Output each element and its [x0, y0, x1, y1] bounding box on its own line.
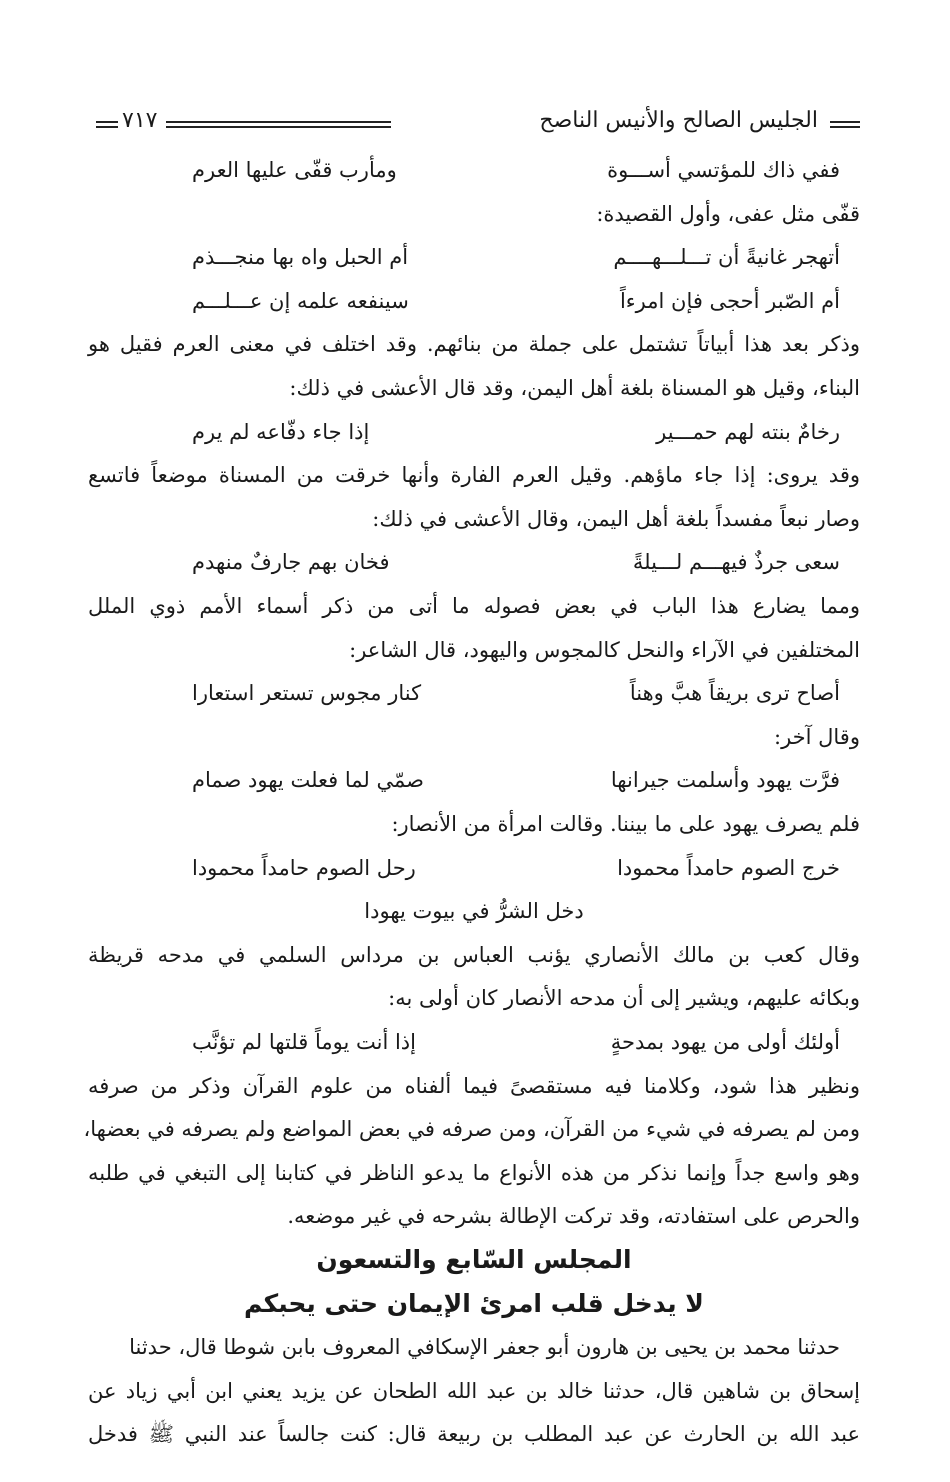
verse-line	[88, 150, 860, 190]
text-line: وهو واسع جداً وإنما نذكر من هذه الأنواع ما يدعو الناظر في كتابنا إلى التبغي في طلبه	[88, 1161, 860, 1185]
verse-second-hemistich: أم الحبل واه بها منجـــذم	[192, 245, 409, 269]
verse-first-hemistich: أولئك أولى من يهود بمدحةٍ	[610, 1030, 840, 1054]
header-rule-right	[830, 121, 860, 128]
verse-line	[88, 673, 860, 713]
verse-line	[88, 237, 860, 277]
verse-second-hemistich: صمّي لما فعلت يهود صمام	[192, 768, 424, 792]
text-line: وصار نبعاً مفسداً بلغة أهل اليمن، وقال الأعشى في ذلك:	[372, 507, 860, 531]
verse-first-hemistich: خرج الصوم حامداً محمودا	[617, 856, 840, 880]
verse-second-hemistich: كنار مجوس تستعر استعارا	[192, 681, 422, 705]
text-line: ومن لم يصرفه في شيء من القرآن، ومن صرفه في بعض المواضع ولم يصرفه في بعضها،	[83, 1117, 860, 1141]
text-line: وقال آخر:	[774, 725, 860, 749]
text-line: وذكر بعد هذا أبياتاً تشتمل على جملة من بنائهم. وقد اختلف في معنى العرم فقيل هو	[88, 332, 860, 356]
text-line: قفّى مثل عفى، وأول القصيدة:	[596, 202, 860, 226]
verse-second-hemistich: إذا جاء دفّاعه لم يرم	[192, 420, 370, 444]
verse-second-hemistich: فخان بهم جارفٌ منهدم	[192, 550, 390, 574]
text-line: والحرص على استفادته، وقد تركت الإطالة بشرحه في غير موضعه.	[287, 1204, 860, 1228]
text-line: البناء، وقيل هو المسناة بلغة أهل اليمن، وقد قال الأعشى في ذلك:	[289, 376, 860, 400]
verse-first-hemistich: أم الصّبر أحجى فإن امرءاً	[619, 289, 840, 313]
header-rule-left	[96, 121, 118, 128]
section-heading: لا يدخل قلب امرئ الإيمان حتى يحبكم	[244, 1289, 704, 1318]
text-line: المختلفين في الآراء والنحل كالمجوس واليهود، قال الشاعر:	[349, 638, 860, 662]
verse-first-hemistich: ففي ذاك للمؤتسي أســـوة	[607, 158, 840, 182]
page-number: ٧١٧	[122, 108, 158, 133]
text-line: حدثنا محمد بن يحيى بن هارون أبو جعفر الإسكافي المعروف بابن شوطا قال، حدثنا	[129, 1335, 840, 1359]
verse-line	[88, 760, 860, 800]
verse-line	[88, 542, 860, 582]
verse-line	[88, 281, 860, 321]
verse-second-hemistich: إذا أنت يوماً قلتها لم تؤنَّب	[192, 1030, 416, 1054]
verse-second-hemistich: سينفعه علمه إن عـــلـــم	[192, 289, 409, 313]
verse-first-hemistich: سعى جرذٌ فيهـــم لـــيلةً	[632, 550, 840, 574]
text-line: إسحاق بن شاهين قال، حدثنا خالد بن عبد الله الطحان عن يزيد يعني ابن أبي زياد عن	[88, 1379, 860, 1403]
header-title: الجليس الصالح والأنيس الناصح	[539, 108, 818, 133]
text-line: ومما يضارع هذا الباب في بعض فصوله ما أتى من ذكر أسماء الأمم ذوي الملل	[88, 594, 860, 618]
running-header	[96, 108, 860, 144]
text-line: ونظير هذا شود، وكلامنا فيه مستقصىً فيما ألفناه من علوم القرآن وذكر من صرفه	[88, 1074, 860, 1098]
text-line: وقال كعب بن مالك الأنصاري يؤنب العباس بن مرداس السلمي في مدحه قريظة	[88, 943, 860, 967]
verse-line	[88, 412, 860, 452]
verse-first-hemistich: رخامٌ بنته لهم حمـــير	[656, 420, 840, 444]
verse-second-hemistich: ومأرب قفّى عليها العرم	[192, 158, 397, 182]
text-line: وقد يروى: إذا جاء ماؤهم. وقيل العرم الفارة وأنها خرقت من المسناة موضعاً فاتسع	[88, 463, 860, 487]
verse-line	[88, 1022, 860, 1062]
verse-first-hemistich: أصاح ترى بريقاً هبَّ وهناً	[629, 681, 840, 705]
text-line: عبد الله بن الحارث عن عبد المطلب بن ربيعة قال: كنت جالساً عند النبي ﷺ فدخل	[88, 1422, 860, 1446]
verse-second-hemistich: رحل الصوم حامداً محمودا	[192, 856, 416, 880]
verse-first-hemistich: أتهجر غانيةً أن تـــلـــهــــم	[613, 245, 840, 269]
centered-verse: دخل الشرُّ في بيوت يهودا	[364, 899, 584, 923]
verse-line	[88, 848, 860, 888]
section-heading: المجلس السّابع والتسعون	[316, 1245, 632, 1274]
verse-first-hemistich: فرَّت يهود وأسلمت جيرانها	[610, 768, 840, 792]
header-rule-middle	[166, 121, 391, 128]
text-line: فلم يصرف يهود على ما بيننا. وقالت امرأة من الأنصار:	[391, 812, 860, 836]
text-line: وبكائه عليهم، ويشير إلى أن مدحه الأنصار كان أولى به:	[388, 986, 860, 1010]
